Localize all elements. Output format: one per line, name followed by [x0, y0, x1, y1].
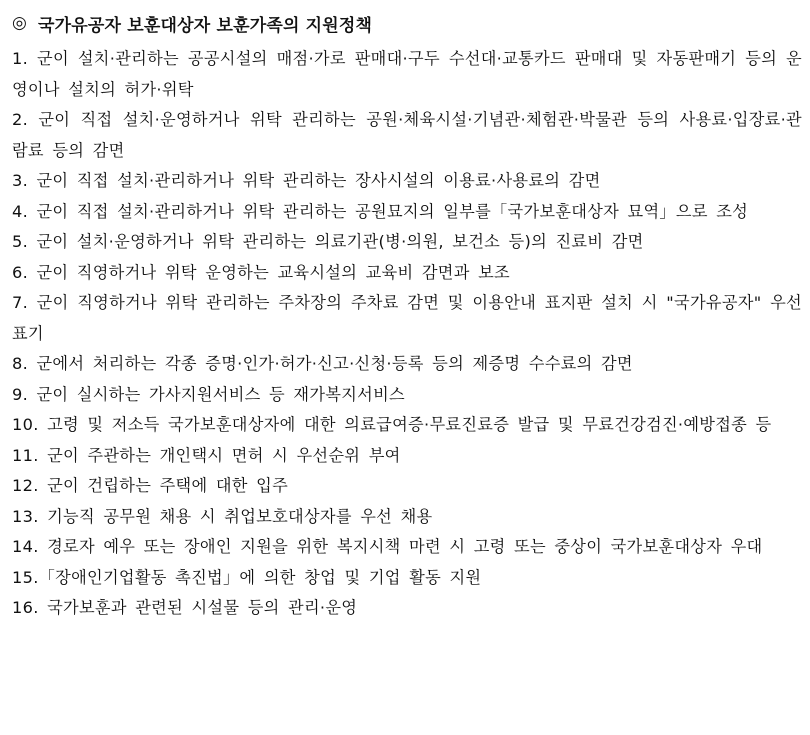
circle-bullet-icon: ◎ [12, 13, 28, 33]
section-title: 국가유공자 보훈대상자 보훈가족의 지원정책 [38, 15, 373, 36]
list-item: 2. 군이 직접 설치·운영하거나 위탁 관리하는 공원·체육시설·기념관·체험관·박물관 등의 사용료·입장료·관람료 등의 감면 [12, 110, 802, 160]
support-policy-list [12, 44, 802, 624]
list-item: 16. 국가보훈과 관련된 시설물 등의 관리·운영 [12, 598, 358, 617]
list-item: 12. 군이 건립하는 주택에 대한 입주 [12, 476, 289, 495]
list-item: 6. 군이 직영하거나 위탁 운영하는 교육시설의 교육비 감면과 보조 [12, 262, 510, 282]
list-item: 11. 군이 주관하는 개인택시 면허 시 우선순위 부여 [12, 445, 401, 465]
list-item: 10. 고령 및 저소득 국가보훈대상자에 대한 의료급여증·무료진료증 발급 및 무료건강검진·예방접종 등 [12, 415, 772, 434]
document [12, 8, 802, 624]
list-item: 13. 기능직 공무원 채용 시 취업보호대상자를 우선 채용 [12, 506, 433, 526]
list-item: 1. 군이 설치·관리하는 공공시설의 매점·가로 판매대·구두 수선대·교통카드 판매대 및 자동판매기 등의 운영이나 설치의 허가·위탁 [12, 49, 802, 99]
list-item: 7. 군이 직영하거나 위탁 관리하는 주차장의 주차료 감면 및 이용안내 표지판 설치 시 "국가유공자" 우선 표기 [12, 293, 802, 343]
section-heading [12, 8, 802, 38]
list-item: 14. 경로자 예우 또는 장애인 지원을 위한 복지시책 마련 시 고령 또는 중상이 국가보훈대상자 우대 [12, 537, 763, 556]
list-item: 4. 군이 직접 설치·관리하거나 위탁 관리하는 공원묘지의 일부를「국가보훈대상자 묘역」으로 조성 [12, 201, 749, 221]
list-item: 5. 군이 설치·운영하거나 위탁 관리하는 의료기관(병·의원, 보건소 등)의 진료비 감면 [12, 232, 644, 251]
list-item: 8. 군에서 처리하는 각종 증명·인가·허가·신고·신청·등록 등의 제증명 수수료의 감면 [12, 354, 633, 373]
list-item: 3. 군이 직접 설치·관리하거나 위탁 관리하는 장사시설의 이용료·사용료의 감면 [12, 171, 601, 190]
list-item: 9. 군이 실시하는 가사지원서비스 등 재가복지서비스 [12, 384, 405, 404]
list-item: 15.「장애인기업활동 촉진법」에 의한 창업 및 기업 활동 지원 [12, 567, 482, 587]
